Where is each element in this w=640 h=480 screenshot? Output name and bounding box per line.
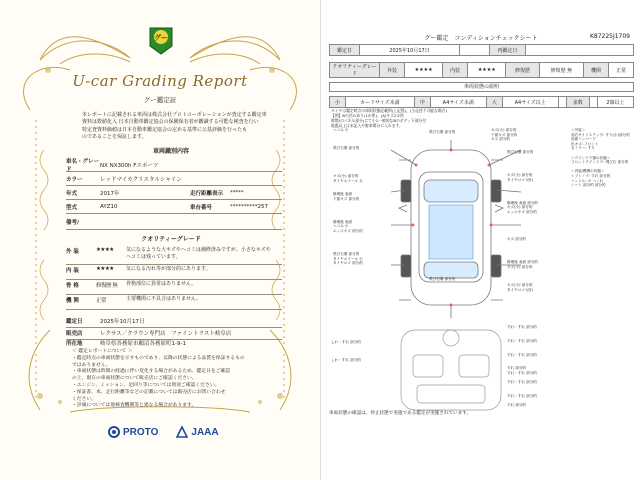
certificate-intro: 本レポートに記載される車両は株式会社プロトコーポレーションが査定する鑑定車 資料は数値化入 日本自動車鑑定協会の保険保有者が鑑識する可能な検査を行い 特定査資料価値は日本自動車鑑定協会の定める基準に公基評価を行ったも のであることを保証します。 bbox=[82, 112, 267, 141]
grade-label: 骨 格 bbox=[66, 283, 79, 289]
goo-kantei-logo bbox=[148, 26, 174, 56]
grade-stars: ★★★★ bbox=[96, 247, 114, 253]
mileage-label: 走行距離表示 bbox=[190, 190, 224, 197]
year-value: 2017年 bbox=[100, 190, 120, 197]
cell: ★★★★ bbox=[468, 63, 506, 78]
sheet-code: K87225J1709 bbox=[589, 33, 630, 40]
date-label: 鑑定日 bbox=[66, 318, 83, 325]
legend-note: タイヤは鑑定時点の車両状態記載例(上記図)。(小記述不可能な場合) 【例】Bの凹みあり(1か所)、(A)キズ2カ所 時間(のパネル部分)にて小1一般的なBのボディ下部分付 地震以上は未記入や駐車場分に入れます。 bbox=[331, 108, 447, 128]
year-label: 年式 bbox=[66, 190, 78, 197]
footer-logos bbox=[108, 426, 219, 438]
vehicle-section-heading: 車両識別内容 bbox=[152, 148, 189, 155]
model-value: NX NX300h Fスポーツ bbox=[100, 162, 159, 169]
proto-mark-icon bbox=[108, 426, 120, 438]
proto-logo-text: PROTO bbox=[123, 426, 159, 438]
cell: 再鑑定日 bbox=[490, 45, 526, 56]
model-label: 車名・グレード bbox=[66, 158, 100, 173]
annotations-right: 飛び石傷 部分的 キズ(小) 部分的 タイヤロゴ 切れ 修理後 表面 部分的 キズ(小) 部分的 エッジキズ 部分的 キズ 部分的 修理後 表面 部分的 キズ(小) 部分的 キズ(小) 部分的 タイヤロゴ 切れ bbox=[507, 150, 539, 292]
cell: 外装 bbox=[380, 63, 405, 78]
remarks-row bbox=[66, 214, 282, 230]
grade-row-frame bbox=[66, 281, 282, 295]
quality-section-heading: クオリティーグレード bbox=[141, 236, 201, 243]
color-row bbox=[66, 172, 282, 186]
grade-label: 内 装 bbox=[66, 268, 79, 274]
color-label: カラー bbox=[66, 176, 83, 183]
color-value: レッドマイカクリスタルシャイン bbox=[100, 176, 182, 183]
model-row bbox=[66, 158, 282, 172]
grade-text: 主要機関に不具合はありません。 bbox=[126, 296, 202, 302]
date-value: 2025年10月17日 bbox=[100, 318, 145, 325]
cell: A4サイズ以上 bbox=[502, 97, 558, 108]
grade-label: 機 関 bbox=[66, 298, 79, 304]
certificate-subtitle: グー鑑定証 bbox=[143, 96, 177, 104]
grade-row-exterior bbox=[66, 247, 282, 265]
grade-text: 気になるような大キズやヘコミは補修済みですが、小さなキズや ヘコミは残っています。 bbox=[126, 247, 271, 260]
svg-text:グー: グー bbox=[154, 34, 168, 42]
grade-text: 骨格部位に異常はありません。 bbox=[126, 281, 197, 287]
cell: 大 bbox=[486, 97, 502, 108]
grade-stars: 修復歴 無 bbox=[96, 283, 118, 289]
cell: 中 bbox=[415, 97, 431, 108]
type-label: 型式 bbox=[66, 204, 78, 211]
jaaa-logo-text: JAAA bbox=[191, 426, 219, 438]
cell: 2025年10月17日 bbox=[360, 45, 460, 56]
address-row bbox=[66, 336, 282, 350]
annotations-interior-left: しわ・すれ 部分的 しわ・すれ 部分的 bbox=[331, 340, 361, 363]
jaaa-mark-icon bbox=[176, 426, 188, 438]
cell: 多数 bbox=[566, 97, 589, 108]
cell: 修復歴 無 bbox=[539, 63, 583, 78]
cell: 小 bbox=[330, 97, 346, 108]
cell: カードサイズ未満 bbox=[345, 97, 414, 108]
condition-check-sheet bbox=[320, 0, 640, 480]
year-row bbox=[66, 186, 282, 200]
mileage-value: ***** bbox=[230, 189, 244, 196]
grade-stars: 正常 bbox=[96, 298, 107, 304]
annotations-far-right: ＜外装＞ 前右サイドステップ: すり(小)部分的 前面バンパー下 出キズ: フロント 右ミラー: すり ＜ウインドウ類の状態＞ フロントウインドウ: 飛び石 部分的 ＜内装/機関の状態＞ シフトノブ: すれ 部分的 ハンドル: 小 つくれ シート 部分的 部分的 bbox=[571, 128, 630, 188]
annotations-right-top: キズ(小) 部分的 下面キズ 部分的 キズ 部分的 bbox=[491, 128, 518, 142]
report-notes: ＜ 鑑定レポートについて ＞ ・鑑定時点の車両状態を示すものであり、以降の状態による品質を保証するもの ではありません。 ・車両状態は時間の経過に伴い変化する場合があるため、鑑定日をご確認 の上、現在の車両状態について販売店にご確認ください。 ・エンジン、ミッション、足回り等については別途ご確認ください。 ・保証書、本、走行距離等などの記載については販売店にお問い合わせ ください。 ・評価については他検査機関等と異なる場合があります。 bbox=[72, 349, 245, 409]
grade-row-engine bbox=[66, 296, 282, 310]
type-row bbox=[66, 200, 282, 214]
cell: ★★★★ bbox=[405, 63, 443, 78]
cell: 鑑定日 bbox=[330, 45, 360, 56]
grade-text: 気になる汚れ等が部分的にあります。 bbox=[126, 266, 211, 272]
shop-label: 販売店 bbox=[66, 330, 83, 337]
shop-value: レクサス／クラウン専門店 ファイントラスト岐阜店 bbox=[100, 330, 232, 337]
address-value: 岐阜県各務原市鵜沼各務原町1-9-1 bbox=[100, 341, 186, 347]
grade-row-interior bbox=[66, 266, 282, 280]
proto-logo bbox=[108, 426, 158, 438]
cell: 内装 bbox=[443, 63, 468, 78]
cell: 2個以上 bbox=[597, 97, 633, 108]
cell: 正常 bbox=[608, 63, 633, 78]
cell: A4サイズ未満 bbox=[430, 97, 486, 108]
type-value: AYZ10 bbox=[100, 203, 118, 210]
grade-stars: ★★★★ bbox=[96, 266, 114, 272]
annotations-middle: 飛び石傷 部分的 飛び石傷 部分的 bbox=[429, 130, 456, 281]
annotations-interior-right: すれ・すれ 部分的 すれ・すれ 部分的 すれ・すれ 部分的 すれ 部分的 すれ・すれ 部分的 すれ・すれ 部分的 すれ・すれ 部分的 すれ 部分的 bbox=[507, 325, 537, 408]
remarks-label: 備考/ bbox=[66, 219, 80, 226]
sheet-title: グー鑑定 コンディションチェックシート bbox=[424, 35, 538, 42]
sheet-bottom-note: 車両状態の確認は、停止状態で実施である鑑定が実施されています。 bbox=[329, 411, 472, 416]
certificate-title: U-car Grading Report bbox=[72, 72, 248, 90]
cell: クオリティーグレード bbox=[330, 63, 380, 78]
cell: 修復歴 bbox=[506, 63, 539, 78]
address-label: 所在地 bbox=[66, 341, 83, 347]
vin-value: **********257 bbox=[230, 203, 268, 210]
cell: 機関 bbox=[583, 63, 608, 78]
jaaa-logo bbox=[176, 426, 218, 438]
condition-description-heading: 車両状態の説明 bbox=[329, 82, 634, 92]
vin-label: 車台番号 bbox=[190, 204, 213, 211]
grade-label: 外 装 bbox=[66, 249, 79, 255]
annotations-left: ヘコみ 小 飛び石傷 部分的 キズ(小) 部分的 タイヤホイール 大 修理後 表面 下面キズ 部分的 修理後 表面 ヘコみ 小 エッジキズ 部分的 飛び石傷 部分的 タイヤホイール 小 タイヤロゴ 部分的 bbox=[333, 128, 363, 266]
